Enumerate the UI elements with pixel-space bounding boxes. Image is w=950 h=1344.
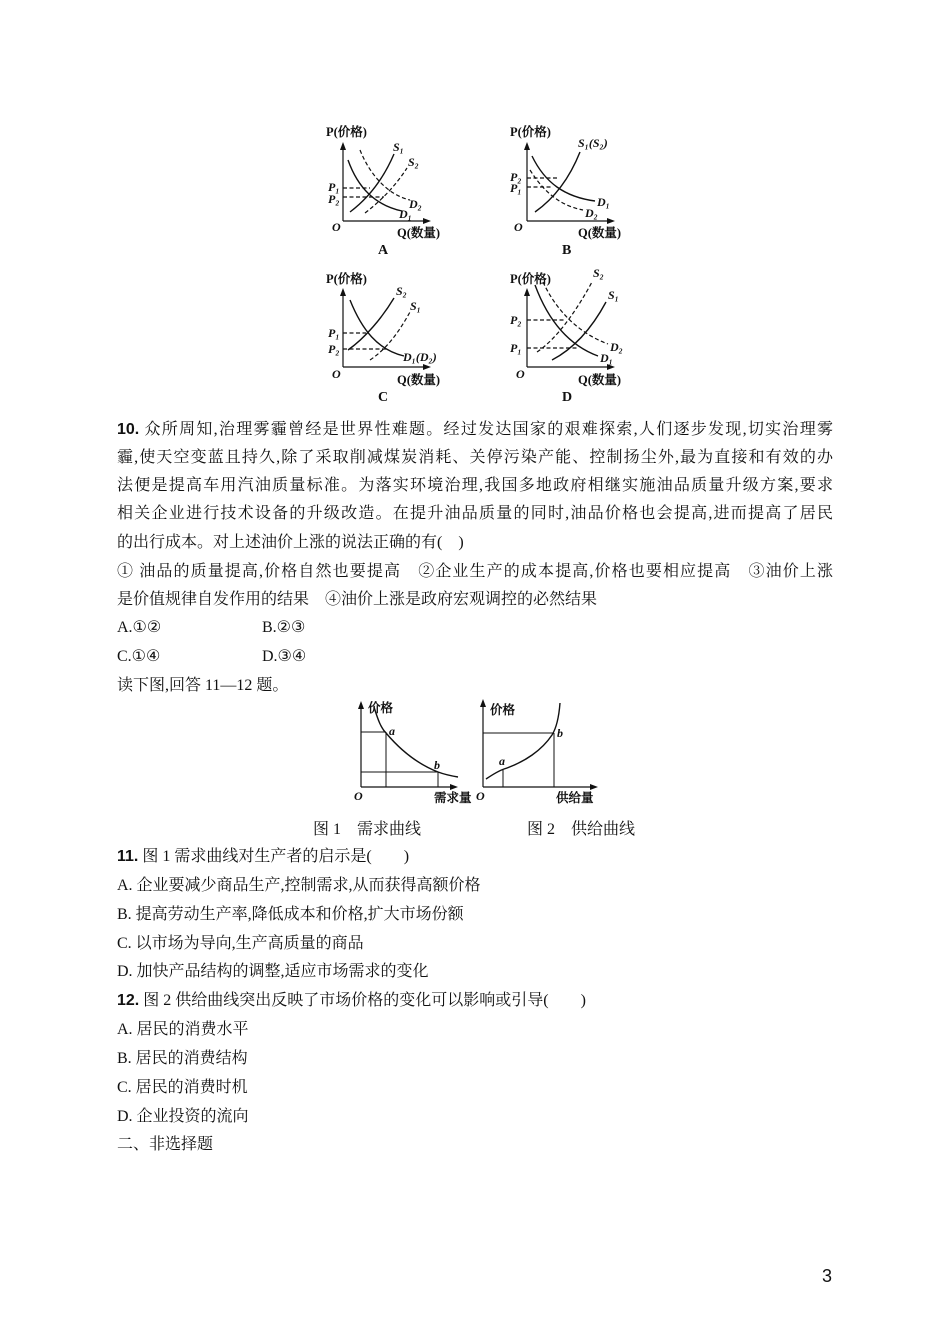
figure-1-y-arrow bbox=[358, 701, 364, 709]
figure-2-y-axis-label: 价格 bbox=[490, 703, 516, 717]
graph-d-p1-label: P₁ bbox=[510, 341, 522, 355]
graph-a-y-arrow bbox=[340, 142, 346, 150]
graph-d-x-axis-label: Q(数量) bbox=[578, 373, 622, 387]
page-number: 3 bbox=[822, 1266, 833, 1286]
graph-b-x-axis-label: Q(数量) bbox=[578, 226, 622, 240]
graph-b-y-axis-label: P(价格) bbox=[510, 125, 551, 139]
q12-number: 12. bbox=[117, 992, 140, 1009]
graph-d-d2-curve bbox=[543, 282, 608, 344]
q10-option-d: D.③④ bbox=[262, 648, 307, 665]
q10-option-b: B.②③ bbox=[262, 619, 306, 636]
figure-1-point-a-label: a bbox=[389, 724, 395, 738]
graph-d bbox=[510, 266, 623, 405]
graph-b-caption: B bbox=[562, 243, 572, 258]
graph-d-d1-label: D₁ bbox=[600, 351, 613, 365]
graph-b-d2-label: D₂ bbox=[585, 206, 598, 220]
q11-number: 11. bbox=[117, 848, 139, 865]
figure-1-point-b-label: b bbox=[434, 758, 440, 772]
graph-c-x-axis-label: Q(数量) bbox=[397, 373, 441, 387]
graph-c-p2-label: P₂ bbox=[328, 342, 340, 356]
figure-1-demand bbox=[354, 700, 472, 805]
graph-d-s2-curve bbox=[537, 282, 592, 352]
graph-b bbox=[510, 124, 621, 258]
demand-supply-figures bbox=[340, 695, 610, 810]
q12-option-d: D. 企业投资的流向 bbox=[117, 1108, 249, 1125]
graph-b-p1-label: P₁ bbox=[510, 181, 522, 195]
figure-2-x-arrow bbox=[590, 784, 598, 790]
graph-c-s2-label: S₂ bbox=[396, 284, 407, 298]
graph-d-s1-label: S₁ bbox=[608, 288, 619, 302]
graph-c-x-arrow bbox=[423, 364, 431, 370]
figure-1-demand-curve bbox=[374, 707, 458, 777]
figure-2-point-a-label: a bbox=[499, 754, 505, 768]
graph-b-d1-label: D₁ bbox=[597, 195, 610, 209]
q10-line-2: 霾,使天空变蓝且持久,除了采取削减煤炭消耗、关停污染产能、控制扬尘外,最为直接和有效的办 bbox=[117, 449, 833, 466]
q10-text: 众所周知,治理雾霾曾经是世界性难题。经过发达国家的艰难探索,人们逐步发现,切实治理雾 bbox=[143, 421, 833, 438]
q12-option-b: B. 居民的消费结构 bbox=[117, 1050, 248, 1067]
graph-d-d1-curve bbox=[535, 285, 598, 356]
graph-c bbox=[326, 271, 440, 405]
graph-c-origin-label: O bbox=[332, 367, 341, 381]
q12-option-c: C. 居民的消费时机 bbox=[117, 1079, 248, 1096]
graph-a bbox=[326, 124, 440, 258]
graph-c-y-axis-label: P(价格) bbox=[326, 272, 367, 286]
graph-c-s1-label: S₁ bbox=[410, 299, 421, 313]
graph-b-s-curve bbox=[535, 152, 580, 212]
graph-b-p2-label: P₂ bbox=[510, 170, 522, 184]
figure-2-caption: 图 2 供给曲线 bbox=[527, 821, 636, 838]
graph-a-origin-label: O bbox=[332, 220, 341, 234]
figure-1-x-axis-label: 需求量 bbox=[434, 791, 472, 805]
graph-c-d-curve bbox=[350, 300, 404, 356]
graph-c-s2-curve bbox=[348, 298, 394, 350]
graph-d-p2-label: P₂ bbox=[510, 313, 522, 327]
section-heading: 二、非选择题 bbox=[117, 1136, 214, 1153]
q11-option-d: D. 加快产品结构的调整,适应市场需求的变化 bbox=[117, 963, 429, 980]
graph-b-y-arrow bbox=[524, 142, 530, 150]
q10-line-3: 法便是提高车用汽油质量标准。为落实环境治理,我国多地政府相继实施油品质量升级方案,要求 bbox=[117, 477, 833, 494]
graph-a-s2-label: S₂ bbox=[408, 155, 419, 169]
q10-line-4: 相关企业进行技术设备的升级改造。在提升油品质量的同时,油品价格也会提高,进而提高了居民 bbox=[117, 505, 833, 522]
q12-stem-line bbox=[117, 991, 586, 1011]
graph-a-d2-label: D₂ bbox=[409, 197, 422, 211]
graph-c-p1-label: P₁ bbox=[328, 326, 340, 340]
graph-a-s1-curve bbox=[350, 154, 394, 212]
graph-d-s1-curve bbox=[552, 302, 606, 360]
graph-a-d1-label: D₁ bbox=[399, 207, 412, 221]
graph-b-origin-label: O bbox=[514, 220, 523, 234]
graph-d-y-axis-label: P(价格) bbox=[510, 272, 551, 286]
q10-number: 10. bbox=[117, 421, 140, 438]
graph-a-caption: A bbox=[378, 243, 389, 258]
q10-option-a: A.①② bbox=[117, 619, 162, 636]
figure-1-caption: 图 1 需求曲线 bbox=[313, 821, 422, 838]
figure-1-y-axis-label: 价格 bbox=[368, 701, 394, 715]
graph-b-d2-curve bbox=[530, 170, 583, 210]
q11-stem-line bbox=[117, 847, 409, 867]
figure-2-x-axis-label: 供给量 bbox=[556, 791, 594, 805]
q12-option-a: A. 居民的消费水平 bbox=[117, 1021, 249, 1038]
graph-d-origin-label: O bbox=[516, 367, 525, 381]
graph-a-y-axis-label: P(价格) bbox=[326, 125, 367, 139]
graph-b-x-arrow bbox=[607, 218, 615, 224]
q10-option-c: C.①④ bbox=[117, 648, 161, 665]
q10-line-5: 的出行成本。对上述油价上涨的说法正确的有( ) bbox=[117, 534, 464, 551]
figure-1-x-arrow bbox=[450, 784, 458, 790]
figure-2-point-b-label: b bbox=[557, 726, 563, 740]
graph-d-s2-label: S₂ bbox=[593, 266, 604, 280]
graph-c-y-arrow bbox=[340, 288, 346, 296]
graph-d-d2-label: D₂ bbox=[610, 340, 623, 354]
graph-d-y-arrow bbox=[524, 288, 530, 296]
graph-c-d-label: D₁(D₂) bbox=[403, 350, 437, 364]
graph-a-p1-label: P₁ bbox=[328, 180, 340, 194]
q12-stem: 图 2 供给曲线突出反映了市场价格的变化可以影响或引导( ) bbox=[143, 992, 586, 1009]
market-graphs-abcd bbox=[300, 115, 640, 410]
graph-c-caption: C bbox=[378, 390, 389, 405]
graph-a-p2-label: P₂ bbox=[328, 192, 340, 206]
figure-2-supply bbox=[476, 699, 598, 805]
figure-2-origin-label: O bbox=[476, 789, 485, 803]
q11-option-a: A. 企业要减少商品生产,控制需求,从而获得高额价格 bbox=[117, 877, 481, 894]
graph-b-s-label: S₁(S₂) bbox=[578, 136, 608, 150]
q10-line-6: ① 油品的质量提高,价格自然也要提高 ②企业生产的成本提高,价格也要相应提高 ③油价上涨 bbox=[117, 563, 833, 580]
graph-a-x-axis-label: Q(数量) bbox=[397, 226, 441, 240]
reading-prompt: 读下图,回答 11—12 题。 bbox=[117, 677, 289, 694]
q11-option-b: B. 提高劳动生产率,降低成本和价格,扩大市场份额 bbox=[117, 906, 464, 923]
graph-a-x-arrow bbox=[423, 218, 431, 224]
q11-option-c: C. 以市场为导向,生产高质量的商品 bbox=[117, 935, 364, 952]
graph-d-caption: D bbox=[562, 390, 573, 405]
q10-line-1 bbox=[117, 420, 833, 440]
q11-stem: 图 1 需求曲线对生产者的启示是( ) bbox=[142, 848, 410, 865]
q10-line-7: 是价值规律自发作用的结果 ④油价上涨是政府宏观调控的必然结果 bbox=[117, 591, 598, 608]
figure-2-y-arrow bbox=[480, 699, 486, 707]
figure-1-origin-label: O bbox=[354, 789, 363, 803]
graph-a-s1-label: S₁ bbox=[393, 140, 404, 154]
